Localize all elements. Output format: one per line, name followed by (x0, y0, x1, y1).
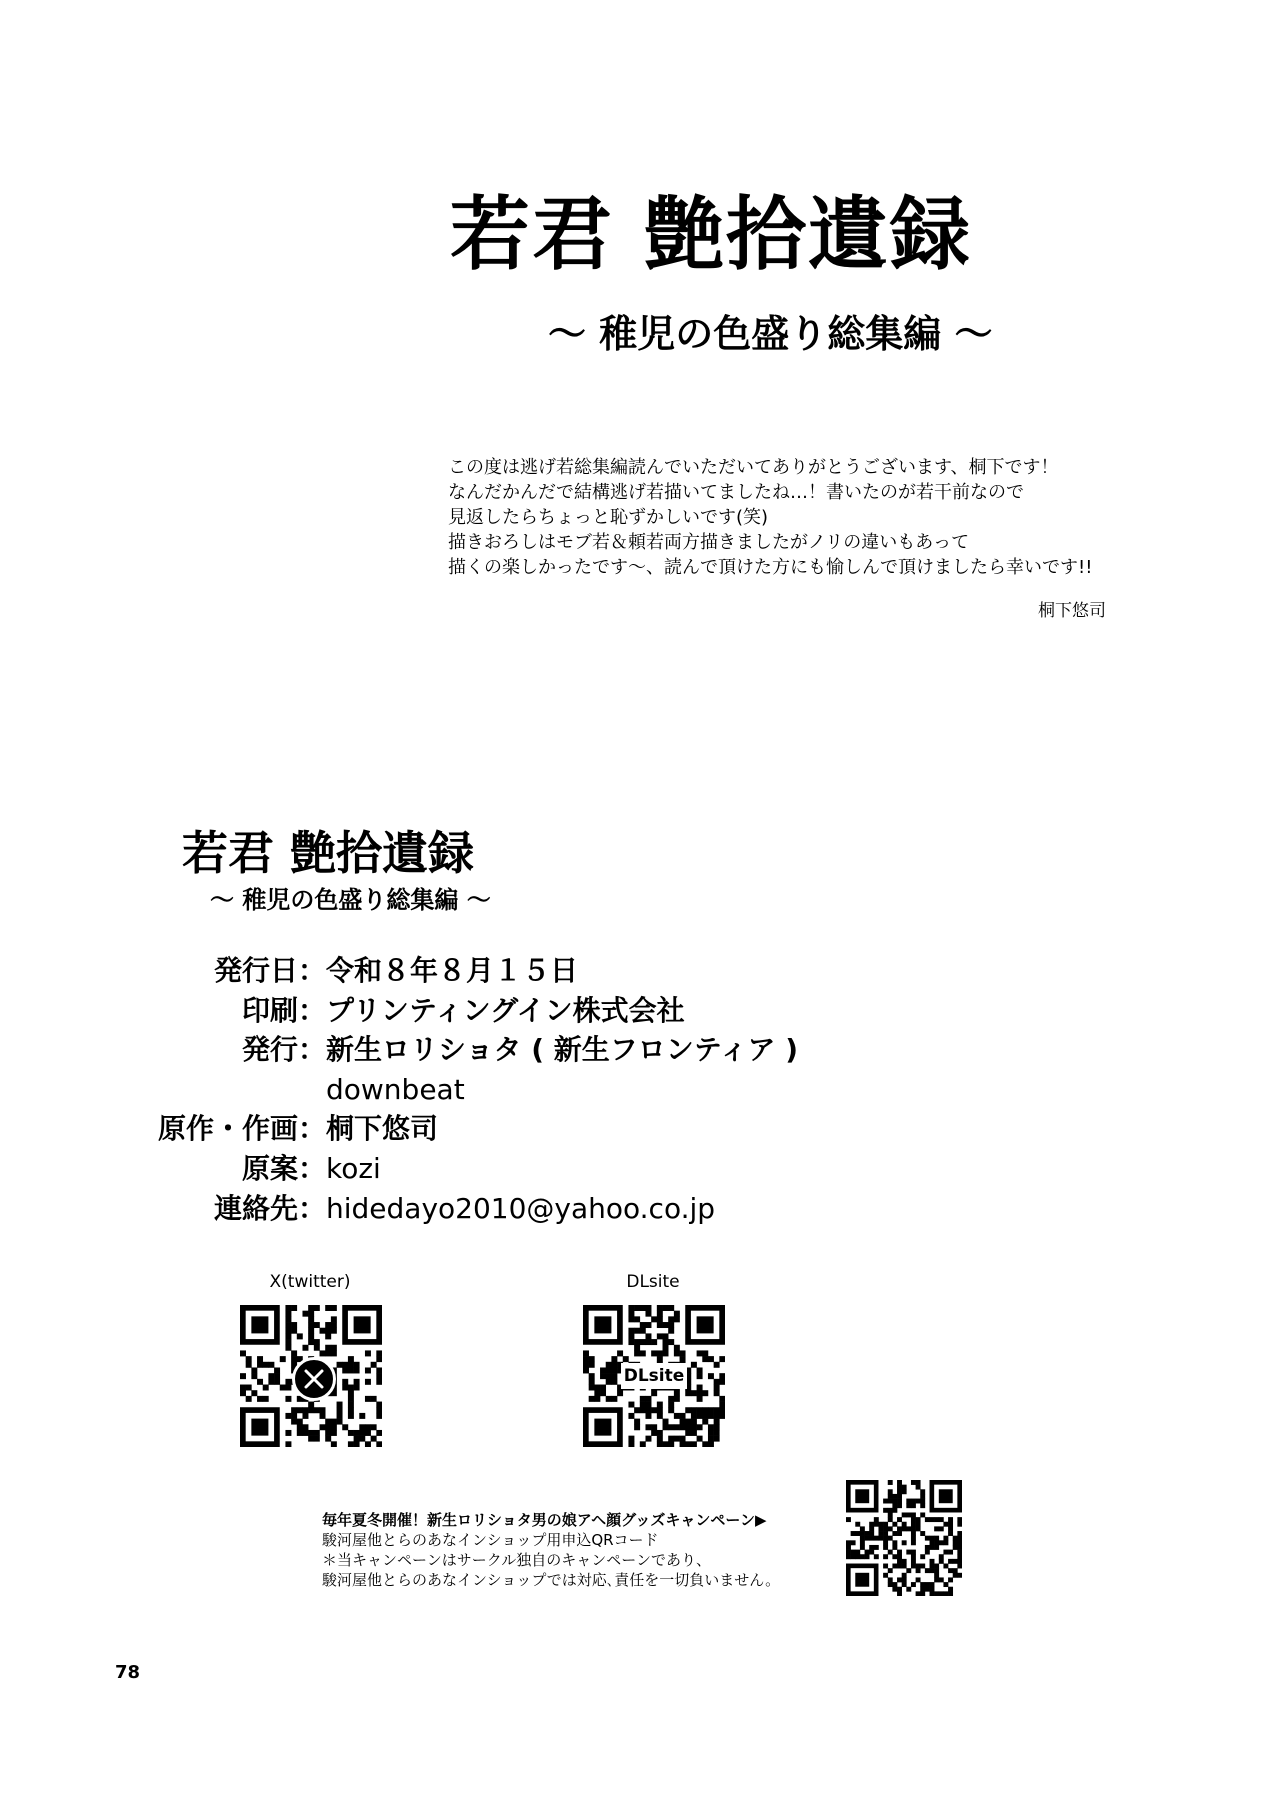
info-row-printer (0, 992, 798, 1032)
page-number: 78 (115, 1662, 141, 1683)
qr-label-dlsite: DLsite (626, 1272, 680, 1292)
dlsite-qr-code[interactable] (583, 1305, 725, 1447)
twitter-qr-code[interactable] (240, 1305, 382, 1447)
info-value: 令和８年８月１５日 (326, 954, 579, 987)
info-value: kozi (326, 1151, 381, 1185)
info-label: 印刷： (241, 993, 326, 1027)
info-label: 原作・作画： (157, 1112, 326, 1146)
afterword-message (448, 455, 1092, 580)
page-subtitle: ～ 稚児の色盛り総集編 ～ (548, 312, 993, 356)
dlsite-logo: DLsite (621, 1363, 687, 1389)
qr-code-icon (846, 1480, 962, 1596)
publication-info (0, 952, 798, 1229)
campaign-line: 駿河屋他とらのあなインショップでは対応､責任を一切負いません。 (322, 1571, 781, 1589)
info-row-author (0, 1110, 798, 1150)
info-label: 発行日： (213, 954, 326, 987)
message-line: この度は逃げ若総集編読んでいただいてありがとうございます、桐下です！ (448, 457, 1059, 478)
info-value: プリンティングイン株式会社 (326, 993, 685, 1027)
x-logo-glyph (303, 1368, 325, 1390)
info-label: 原案： (241, 1151, 326, 1185)
message-line: 描くの楽しかったです〜、読んで頂けた方にも愉しんで頂けましたら幸いです!! (448, 557, 1093, 578)
campaign-headline: 毎年夏冬開催！新生ロリショタ男の娘アヘ顔グッズキャンペーン▶ (322, 1511, 767, 1529)
info-row-original (0, 1150, 798, 1190)
info-row-contact (0, 1190, 798, 1230)
info-label: 発行： (241, 1033, 326, 1067)
info-value: hidedayo2010@yahoo.co.jp (326, 1191, 716, 1225)
info-value: 新生ロリショタ ( 新生フロンティア ) (326, 1033, 799, 1067)
info-row-publisher-2 (0, 1071, 798, 1111)
message-line: なんだかんだで結構逃げ若描いてましたね…！書いたのが若干前なので (448, 482, 1024, 503)
x-logo-icon (292, 1357, 336, 1401)
message-line: 描きおろしはモブ若＆頼若両方描きましたがノリの違いもあって (448, 532, 970, 553)
page-title: 若君 艶拾遺録 (450, 188, 972, 281)
message-line: 見返したらちょっと恥ずかしいです(笑) (448, 507, 769, 528)
info-value: downbeat (326, 1072, 465, 1106)
info-label: 連絡先： (213, 1191, 326, 1225)
campaign-qr-code[interactable] (846, 1480, 962, 1596)
campaign-notice (322, 1510, 780, 1590)
colophon-title: 若君 艶拾遺録 (182, 826, 475, 880)
campaign-line: 駿河屋他とらのあなインショップ用申込QRコード (322, 1531, 659, 1549)
info-row-date (0, 952, 798, 992)
colophon-subtitle: ～ 稚児の色盛り総集編 ～ (210, 886, 491, 914)
info-value: 桐下悠司 (326, 1112, 439, 1146)
info-row-publisher (0, 1031, 798, 1071)
campaign-line: ＊当キャンペーンはサークル独自のキャンペーンであり、 (322, 1551, 711, 1569)
author-signature: 桐下悠司 (1038, 601, 1106, 621)
qr-label-twitter: X(twitter) (269, 1272, 351, 1292)
